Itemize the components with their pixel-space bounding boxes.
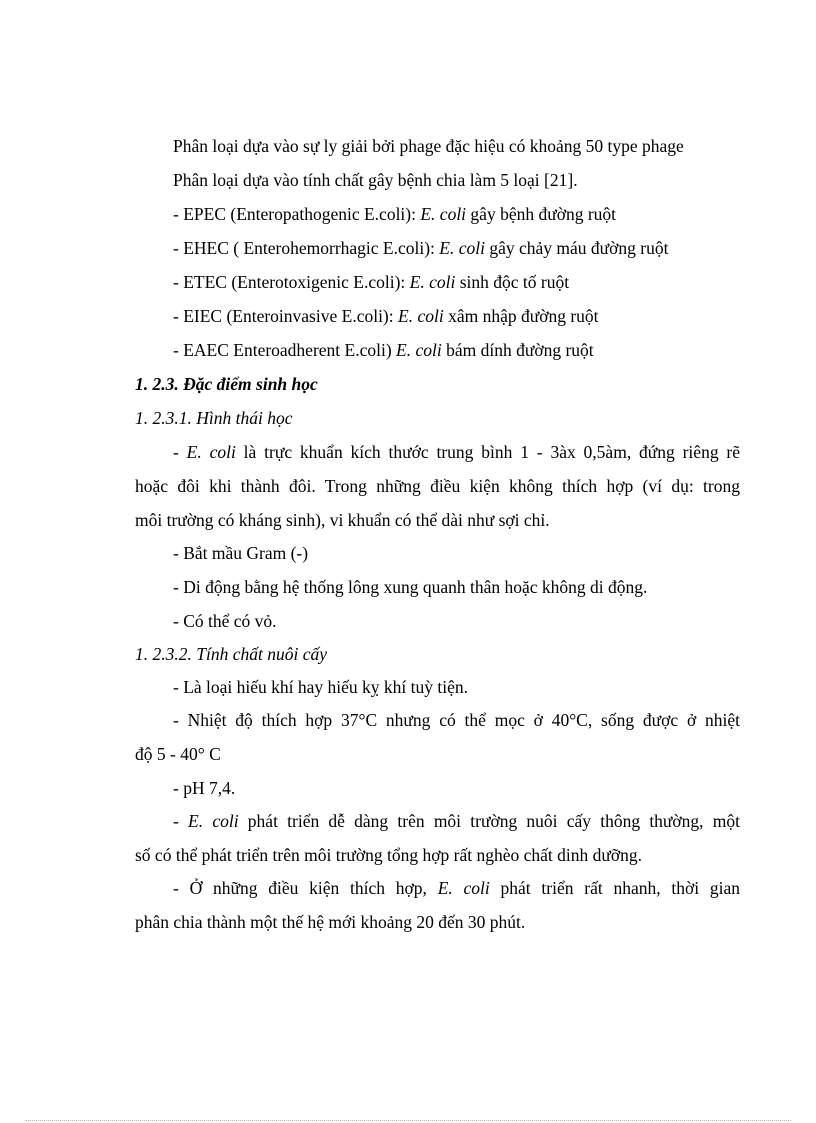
paragraph-line <box>173 877 740 899</box>
paragraph-line <box>173 441 740 463</box>
species-name: E. coli <box>439 238 485 258</box>
list-item <box>173 339 740 361</box>
species-name: E. coli <box>420 204 467 224</box>
subsection-heading: 1. 2.3.2. Tính chất nuôi cấy <box>135 644 327 664</box>
paragraph-line: - Nhiệt độ thích hợp 37°C nhưng có thể mọc ở 40°C, sống được ở nhiệt <box>173 710 740 730</box>
paragraph-line: số có thể phát triển trên môi trường tổng hợp rất nghèo chất dinh dưỡng. <box>135 845 642 865</box>
paragraph-line: môi trường có kháng sinh), vi khuẩn có thể dài như sợi chỉ. <box>135 510 550 530</box>
text: gây chảy máu đường ruột <box>484 238 669 258</box>
list-item: - Di động bằng hệ thống lông xung quanh thân hoặc không di động. <box>173 577 648 597</box>
species-name: E. coli <box>437 878 490 898</box>
text: bám dính đường ruột <box>441 340 594 360</box>
page-bottom-divider <box>25 1120 791 1121</box>
paragraph-line: hoặc đôi khi thành đôi. Trong những điều kiện không thích hợp (ví dụ: trong <box>135 476 740 496</box>
paragraph-line: phân chia thành một thế hệ mới khoảng 20 đến 30 phút. <box>135 912 526 932</box>
list-item: - Có thể có vỏ. <box>173 611 277 631</box>
text: - Ở những điều kiện thích hợp, <box>173 878 438 898</box>
text: - ETEC (Enterotoxigenic E.coli): <box>173 272 410 292</box>
list-item <box>173 203 740 225</box>
list-item: - Là loại hiếu khí hay hiếu kỵ khí tuỳ tiện. <box>173 677 469 697</box>
species-name: E. coli <box>396 340 442 360</box>
list-item: - Bắt mầu Gram (-) <box>173 543 309 563</box>
species-name: E. coli <box>188 811 239 831</box>
text: gây bệnh đường ruột <box>466 204 617 224</box>
species-name: E. coli <box>409 272 456 292</box>
list-item <box>173 271 740 293</box>
paragraph-line: độ 5 - 40° C <box>135 744 221 764</box>
text: - EPEC (Enteropathogenic E.coli): <box>173 204 421 224</box>
paragraph-line <box>173 810 740 832</box>
text: - EHEC ( Enterohemorrhagic E.coli): <box>173 238 440 258</box>
subsection-heading: 1. 2.3.1. Hình thái học <box>135 408 293 428</box>
paragraph-line: Phân loại dựa vào tính chất gây bệnh chia làm 5 loại [21]. <box>173 170 578 190</box>
text: - EIEC (Enteroinvasive E.coli): <box>173 306 398 326</box>
text: phát triển rất nhanh, thời gian <box>489 878 741 898</box>
text: phát triển dễ dàng trên môi trường nuôi cấy thông thường, một <box>238 811 740 831</box>
list-item: - pH 7,4. <box>173 778 236 798</box>
species-name: E. coli <box>186 442 236 462</box>
text: - <box>173 442 187 462</box>
species-name: E. coli <box>398 306 444 326</box>
list-item <box>173 305 740 327</box>
paragraph-line: Phân loại dựa vào sự ly giải bởi phage đặc hiệu có khoảng 50 type phage <box>173 136 684 156</box>
text: - <box>173 811 189 831</box>
text: - EAEC Enteroadherent E.coli) <box>173 340 397 360</box>
text: sinh độc tố ruột <box>455 272 570 292</box>
section-heading: 1. 2.3. Đặc điểm sinh học <box>135 374 318 394</box>
text: xâm nhập đường ruột <box>443 306 599 326</box>
text: là trực khuẩn kích thước trung bình 1 - 3àx 0,5àm, đứng riêng rẽ <box>235 442 740 462</box>
list-item <box>173 237 740 259</box>
